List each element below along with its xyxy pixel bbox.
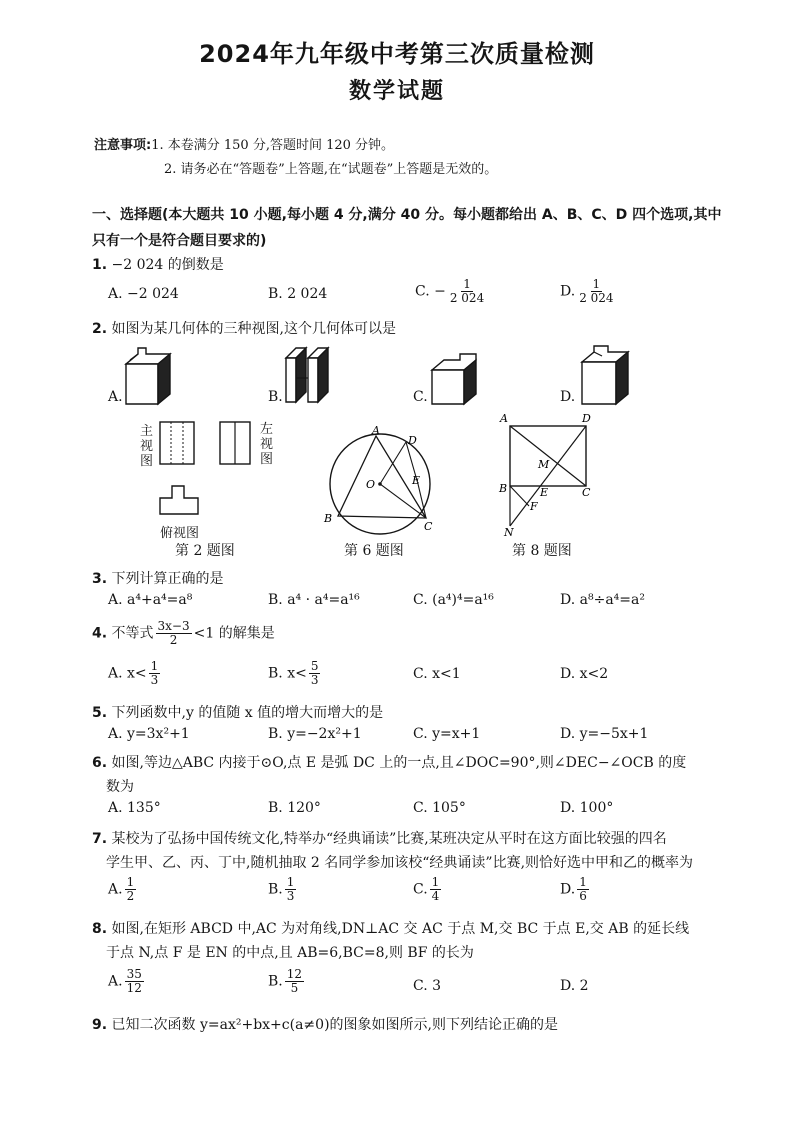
numerator: 1 [431, 875, 440, 889]
q4-option-c: C. x<1 [413, 666, 461, 682]
front-view-char: 视 [140, 439, 154, 454]
q4-option-b [268, 660, 322, 687]
question-7 [92, 828, 667, 848]
front-view-char: 主 [140, 424, 154, 439]
denominator: 12 [126, 981, 142, 995]
q5-option-b: B. y=−2x²+1 [268, 726, 362, 742]
exam-subtitle: 数学试题 [348, 79, 445, 104]
label-b: B [499, 482, 508, 495]
denominator: 2 [169, 633, 178, 647]
question-7-line2: 学生甲、乙、丙、丁中,随机抽取 2 名同学参加该校“经典诵读”比赛,则恰好选中甲和乙的概率为 [106, 855, 694, 871]
question-number: 2. [92, 321, 108, 337]
front-view-label [140, 424, 154, 469]
option-prefix: B. [268, 881, 283, 898]
label-c: C [424, 520, 433, 533]
q5-option-a: A. y=3x²+1 [108, 726, 190, 742]
numerator: 3x−3 [157, 619, 190, 633]
label-d: D [408, 434, 417, 447]
q2-option-d-label: D. [560, 389, 576, 405]
question-4 [92, 620, 275, 647]
denominator: 4 [431, 889, 440, 903]
figure-2-caption: 第 2 题图 [175, 543, 235, 559]
option-prefix: B. x< [268, 665, 307, 682]
q8-option-c: C. 3 [413, 978, 442, 994]
q2-option-b-label: B. [268, 389, 283, 405]
fraction [156, 620, 192, 647]
question-6 [92, 752, 686, 772]
q1-option-a: A. −2 024 [108, 286, 179, 302]
fraction [577, 278, 615, 305]
left-view-char: 视 [260, 437, 274, 452]
option-prefix: D. [560, 283, 576, 300]
question-number: 7. [92, 831, 108, 847]
q6-option-a: A. 135° [108, 800, 161, 816]
question-stem-prefix: 不等式 [111, 625, 154, 642]
q7-option-d [560, 876, 591, 903]
question-8 [92, 918, 689, 938]
denominator: 3 [150, 673, 159, 687]
option-prefix: C. − [415, 283, 446, 300]
q6-option-c: C. 105° [413, 800, 466, 816]
denominator: 6 [579, 889, 587, 903]
figure-6-diagram [318, 420, 442, 540]
fraction [285, 968, 304, 995]
label-c: C [582, 486, 591, 499]
label-b: B [324, 512, 333, 525]
question-number: 4. [92, 625, 108, 642]
q7-option-b [268, 876, 298, 903]
question-stem-line1: 某校为了弘扬中国传统文化,特举办“经典诵读”比赛,某班决定从平时在这方面比较强的四名 [111, 831, 667, 847]
question-9 [92, 1014, 558, 1034]
question-stem: 如图为某几何体的三种视图,这个几何体可以是 [111, 321, 396, 337]
label-n: N [504, 526, 514, 539]
front-view-char: 图 [140, 454, 154, 469]
fraction [125, 968, 144, 995]
numerator: 12 [286, 967, 303, 981]
label-m: M [538, 458, 550, 471]
fraction [448, 278, 486, 305]
question-1 [92, 254, 224, 274]
fraction [430, 876, 442, 903]
numerator: 35 [126, 967, 142, 981]
question-8-line2: 于点 N,点 F 是 EN 的中点,且 AB=6,BC=8,则 BF 的长为 [106, 945, 474, 961]
q8-option-d: D. 2 [560, 978, 589, 994]
q5-option-d: D. y=−5x+1 [560, 726, 649, 742]
q7-option-c [413, 876, 443, 903]
denominator: 3 [286, 889, 295, 903]
numerator: 1 [579, 875, 587, 889]
q3-option-a: A. a⁴+a⁴=a⁸ [108, 592, 193, 608]
q1-option-c [415, 278, 488, 305]
numerator: 1 [126, 875, 135, 889]
top-view-drawing [158, 484, 202, 518]
q2-option-a-label: A. [108, 389, 123, 405]
denominator: 2 024 [579, 291, 614, 305]
front-view-drawing [158, 420, 198, 468]
question-3 [92, 568, 224, 588]
question-stem-suffix: <1 的解集是 [193, 625, 275, 642]
question-number: 1. [92, 257, 108, 273]
q8-option-a [108, 968, 146, 995]
left-view-drawing [218, 420, 254, 468]
question-stem-line1: 如图,等边△ABC 内接于⊙O,点 E 是弧 DC 上的一点,且∠DOC=90°,则∠DEC−∠OCB 的度 [111, 755, 687, 771]
left-view-char: 图 [260, 452, 274, 467]
label-e: E [540, 486, 549, 499]
question-number: 8. [92, 921, 108, 937]
section-heading-line2: 只有一个是符合题目要求的) [92, 233, 267, 249]
question-number: 6. [92, 755, 108, 771]
numerator: 5 [310, 659, 319, 673]
figure-6-caption: 第 6 题图 [344, 543, 404, 559]
fraction [309, 660, 321, 687]
option-prefix: A. [108, 973, 123, 990]
left-view-label [260, 422, 274, 467]
q2-option-b-solid [282, 344, 338, 408]
question-stem: −2 024 的倒数是 [111, 257, 224, 273]
notes-item-1: 1. 本卷满分 150 分,答题时间 120 分钟。 [151, 138, 395, 153]
numerator: 1 [150, 659, 159, 673]
fraction [125, 876, 137, 903]
exam-title: 2024年九年级中考第三次质量检测 [199, 40, 595, 68]
top-view-label: 俯视图 [160, 526, 200, 541]
label-a: A [500, 412, 508, 425]
question-2 [92, 318, 396, 338]
question-number: 9. [92, 1017, 108, 1033]
q3-option-b: B. a⁴ · a⁴=a¹⁶ [268, 592, 360, 608]
fraction [577, 876, 589, 903]
question-number: 3. [92, 571, 108, 587]
question-stem: 下列函数中,y 的值随 x 值的增大而增大的是 [111, 705, 384, 721]
q2-option-c-label: C. [413, 389, 428, 405]
denominator: 5 [290, 981, 299, 995]
numerator: 1 [286, 875, 295, 889]
option-prefix: C. [413, 881, 428, 898]
question-stem: 已知二次函数 y=ax²+bx+c(a≠0)的图象如图所示,则下列结论正确的是 [111, 1017, 558, 1033]
fraction [149, 660, 161, 687]
label-o: O [366, 478, 376, 491]
q2-option-c-solid [428, 350, 484, 410]
denominator: 3 [310, 673, 319, 687]
question-stem: 下列计算正确的是 [111, 571, 224, 587]
question-stem-line1: 如图,在矩形 ABCD 中,AC 为对角线,DN⊥AC 交 AC 于点 M,交 BC 于点 E,交 AB 的延长线 [111, 921, 690, 937]
notes [94, 134, 394, 153]
q8-option-b [268, 968, 306, 995]
notes-label: 注意事项: [94, 138, 152, 153]
fraction [285, 876, 297, 903]
figure-8-diagram [496, 408, 606, 540]
q1-option-d [560, 278, 618, 305]
q4-option-d: D. x<2 [560, 666, 609, 682]
label-a: A [372, 424, 380, 437]
q6-option-b: B. 120° [268, 800, 321, 816]
numerator: 1 [592, 277, 601, 291]
question-6-line2: 数为 [106, 779, 134, 795]
q3-option-d: D. a⁸÷a⁴=a² [560, 592, 645, 608]
q3-option-c: C. (a⁴)⁴=a¹⁶ [413, 592, 494, 608]
question-number: 5. [92, 705, 108, 721]
left-view-char: 左 [260, 422, 274, 437]
denominator: 2 024 [449, 291, 485, 305]
section-heading-line1: 一、选择题(本大题共 10 小题,每小题 4 分,满分 40 分。每小题都给出 A、B、C、D 四个选项,其中 [92, 207, 722, 223]
q4-option-a [108, 660, 162, 687]
figure-8-caption: 第 8 题图 [512, 543, 572, 559]
question-5 [92, 702, 383, 722]
q2-option-a-solid [122, 346, 178, 408]
option-prefix: B. [268, 973, 283, 990]
q1-option-b: B. 2 024 [268, 286, 328, 302]
option-prefix: A. x< [108, 665, 147, 682]
option-prefix: A. [108, 881, 123, 898]
notes-item-2: 2. 请务必在“答题卷”上答题,在“试题卷”上答题是无效的。 [164, 162, 498, 177]
q7-option-a [108, 876, 138, 903]
q6-option-d: D. 100° [560, 800, 614, 816]
q2-option-d-solid [578, 344, 636, 410]
label-d: D [582, 412, 591, 425]
option-prefix: D. [560, 881, 576, 898]
label-f: F [530, 500, 538, 513]
denominator: 2 [126, 889, 135, 903]
numerator: 1 [463, 277, 471, 291]
q5-option-c: C. y=x+1 [413, 726, 481, 742]
label-e: E [412, 474, 421, 487]
